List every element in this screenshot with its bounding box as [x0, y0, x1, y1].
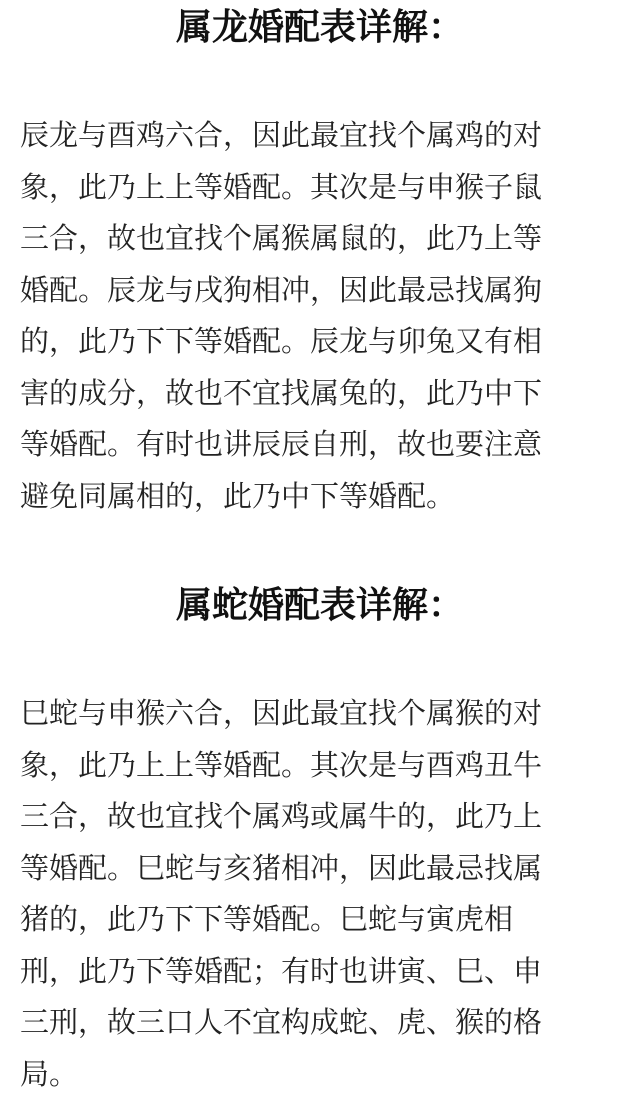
paragraph-line: 巳蛇与申猴六合，因此最宜找个属猴的对: [20, 696, 543, 730]
paragraph-line: 猪的，此乃下下等婚配。巳蛇与寅虎相: [20, 902, 514, 936]
paragraph-line: 等婚配。巳蛇与亥猪相冲，因此最忌找属: [20, 850, 543, 885]
paragraph-line: 害的成分，故也不宜找属兔的，此乃中下: [20, 375, 543, 410]
paragraph-line: 辰龙与酉鸡六合，因此最宜找个属鸡的对: [20, 118, 543, 152]
paragraph-line: 避免同属相的，此乃中下等婚配。: [20, 478, 456, 513]
paragraph-line: 等婚配。有时也讲辰辰自刑，故也要注意: [20, 427, 543, 461]
paragraph-snake: [20, 688, 620, 1100]
paragraph-line: 三合，故也宜找个属鸡或属牛的，此乃上: [20, 799, 543, 833]
paragraph-line: 三刑，故三口人不宜构成蛇、虎、猴的格: [20, 1005, 543, 1039]
paragraph-line: 刑，此乃下等婚配；有时也讲寅、巳、申: [20, 953, 543, 988]
section-heading-dragon: 属龙婚配表详解：: [175, 7, 464, 48]
section-heading-snake: 属蛇婚配表详解：: [175, 585, 464, 626]
paragraph-line: 的，此乃下下等婚配。辰龙与卯兔又有相: [20, 324, 543, 358]
paragraph-line: 三合，故也宜找个属猴属鼠的，此乃上等: [20, 221, 543, 255]
paragraph-line: 象，此乃上上等婚配。其次是与酉鸡丑牛: [20, 747, 543, 782]
paragraph-line: 象，此乃上上等婚配。其次是与申猴子鼠: [20, 169, 543, 204]
paragraph-line: 局。: [20, 1056, 79, 1091]
paragraph-dragon: [20, 110, 620, 522]
paragraph-line: 婚配。辰龙与戌狗相冲，因此最忌找属狗: [20, 272, 543, 307]
